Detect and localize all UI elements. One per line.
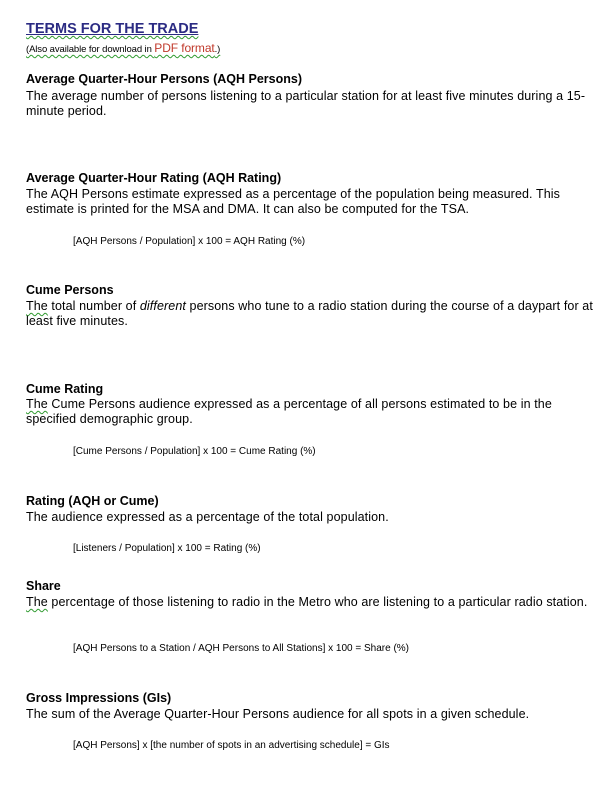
term-heading-aqh-rating: Average Quarter-Hour Rating (AQH Rating) xyxy=(26,171,282,185)
formula-aqh-rating: [AQH Persons / Population] x 100 = AQH Rating (%) xyxy=(73,236,306,247)
formula-cume-rating: [Cume Persons / Population] x 100 = Cume Rating (%) xyxy=(73,446,316,457)
spellcheck-word: The xyxy=(26,299,48,313)
download-note-end: .) xyxy=(214,44,221,55)
term-heading-cume-persons: Cume Persons xyxy=(26,283,114,297)
pdf-format-link[interactable]: PDF format xyxy=(154,41,215,55)
spellcheck-word: The xyxy=(26,595,48,609)
definition-text: Cume Persons audience expressed as a percentage of all persons estimated to be in the specified demographic group. xyxy=(26,397,552,426)
spellcheck-word: The xyxy=(26,397,48,411)
definition-text: persons who tune to a radio station during the course of a daypart for at least five minutes. xyxy=(26,299,593,328)
page-title-text: TERMS FOR THE TRADE xyxy=(26,21,199,37)
formula-rating: [Listeners / Population] x 100 = Rating (%) xyxy=(73,543,261,554)
definition-text: total number of xyxy=(47,299,140,313)
download-note xyxy=(26,41,220,55)
term-heading-share: Share xyxy=(26,579,61,593)
term-definition-aqh-persons: The average number of persons listening to a particular station for at least five minutes during a 15-minute period. xyxy=(26,89,586,118)
term-definition-cume-persons xyxy=(26,299,596,329)
download-note-text: (Also available for download in xyxy=(26,44,155,55)
definition-emphasis: different xyxy=(139,299,186,313)
page-title xyxy=(26,21,198,37)
term-heading-rating: Rating (AQH or Cume) xyxy=(26,494,159,508)
term-definition-gross-impressions: The sum of the Average Quarter-Hour Persons audience for all spots in a given schedule. xyxy=(26,707,530,721)
term-heading-cume-rating: Cume Rating xyxy=(26,382,104,396)
term-definition-rating: The audience expressed as a percentage of the total population. xyxy=(26,510,389,524)
formula-share: [AQH Persons to a Station / AQH Persons to All Stations] x 100 = Share (%) xyxy=(73,643,409,654)
formula-gross-impressions: [AQH Persons] x [the number of spots in an advertising schedule] = GIs xyxy=(73,740,390,751)
term-definition-share xyxy=(26,595,596,610)
term-definition-cume-rating xyxy=(26,397,596,427)
term-definition-aqh-rating: The AQH Persons estimate expressed as a percentage of the population being measured. This estimate is printed for the MSA and DMA. It can also be computed for the TSA. xyxy=(26,187,560,216)
term-heading-aqh-persons: Average Quarter-Hour Persons (AQH Persons) xyxy=(26,72,303,86)
definition-text: percentage of those listening to radio in the Metro who are listening to a particular radio station. xyxy=(47,595,588,609)
term-heading-gross-impressions: Gross Impressions (GIs) xyxy=(26,691,172,705)
